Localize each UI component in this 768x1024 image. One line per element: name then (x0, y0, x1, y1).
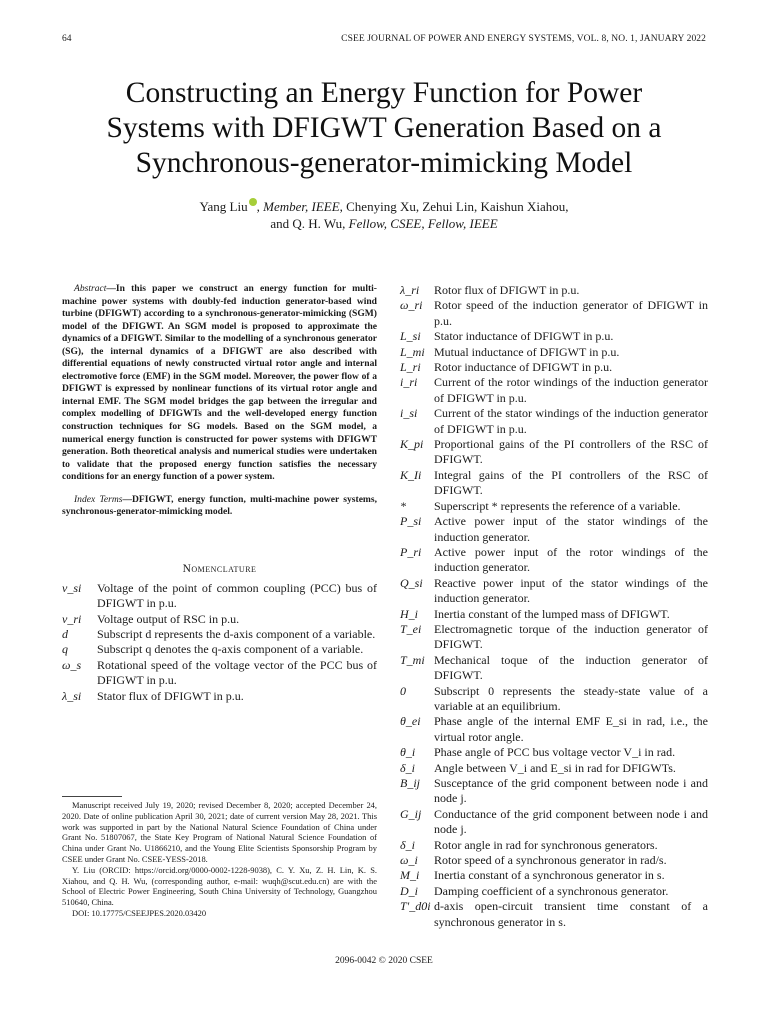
nomenclature-definition: Rotor speed of a synchronous generator in rad/s. (434, 853, 667, 868)
nomenclature-definition: Electromagnetic torque of the induction generator of DFIGWT. (434, 621, 708, 652)
nomenclature-definition: Reactive power input of the stator windings of the induction generator. (434, 575, 708, 606)
nomenclature-symbol: G_ij (400, 806, 422, 821)
nomenclature-symbol: ω_s (62, 657, 82, 672)
nomenclature-item (400, 329, 708, 344)
nomenclature-item (400, 499, 708, 514)
nomenclature-item (400, 468, 708, 499)
page-footer: 2096-0042 © 2020 CSEE (335, 956, 433, 966)
nomenclature-definition: Current of the stator windings of the induction generator of DFIGWT in p.u. (434, 406, 708, 436)
nomenclature-definition: Rotor flux of DFIGWT in p.u. (434, 283, 580, 297)
nomenclature-item (400, 714, 708, 745)
nomenclature-symbol: ω_i (400, 853, 418, 868)
title-line-2: Systems with DFIGWT Generation Based on a (106, 112, 662, 144)
nomenclature-definition: Inertia constant of a synchronous generator in s. (434, 868, 665, 883)
nomenclature-definition: Subscript d represents the d-axis component of a variable. (97, 627, 376, 642)
author-line-2 (60, 215, 708, 232)
nomenclature-symbol: 0 (400, 683, 406, 698)
title-line-1: Constructing an Energy Function for Power (125, 77, 643, 109)
nomenclature-item (400, 360, 708, 375)
nomenclature-item (400, 853, 708, 868)
orcid-icon[interactable] (249, 198, 257, 206)
nomenclature-item (400, 653, 708, 684)
nomenclature-definition: Phase angle of PCC bus voltage vector V_i in rad. (434, 745, 676, 760)
nomenclature-symbol: * (400, 498, 406, 513)
author-role-1: Member, IEEE (263, 199, 340, 214)
footnote-manuscript: Manuscript received July 19, 2020; revised December 8, 2020; accepted December 24, 2020. Date of online publication April 30, 2021; date of current version May 28, 2021. This work was supported in part by the National Natural Science Foundation of China under Grant No. 51807067, the State Key Program of National Natural Science Foundation of China under Grant No. U1866210, and the Young Elite Scientists Sponsorship Program by CSEE under Grant No. CSEE-YESS-2018. (62, 800, 377, 864)
abstract-text: —In this paper we construct an energy function for multi-machine power systems with doubly-fed induction generator-based wind turbine (DFIGWT) according to a synchronous-generator-mimicking (SGM) model of the DFIGWT. An SGM model is proposed to approximate the dynamics of a DFIGWT. Similar to the modelling of a synchronous generator (SG), the internal dynamics of a DFIGWT are also described with differential equations of newly constructed virtual rotor angle and internal electromotive force (EMF) in the SGM model. Moreover, the power flow of a DFIGWT is expressed by nonlinear functions of its virtual rotor angle and internal EMF. The SGM model bridges the gap between the irregular and complex modelling of DFIGWTs and the well-developed energy function construction techniques for SG models. Based on the SGM model, a numerical energy function is constructed for power systems with DFIGWT generation. Both theoretical analysis and numerical studies were undertaken to validate that the proposed energy function satisfies the necessary conditions for an energy function of a power system. (62, 283, 377, 483)
nomenclature-item (400, 776, 708, 807)
nomenclature-definition: Damping coefficient of a synchronous generator. (434, 883, 669, 898)
nomenclature-definition: Subscript q denotes the q-axis component of a variable. (97, 642, 364, 657)
nomenclature-definition: Rotor inductance of DFIGWT in p.u. (434, 360, 613, 375)
nomenclature-symbol: v_si (62, 580, 82, 595)
nomenclature-symbol: L_si (400, 329, 421, 344)
nomenclature-definition: Inertia constant of the lumped mass of DFIGWT. (434, 606, 670, 621)
nomenclature-symbol: λ_ri (400, 283, 420, 297)
nomenclature-symbol: θ_ei (400, 714, 421, 729)
running-header (62, 34, 706, 48)
nomenclature-item (400, 838, 708, 853)
nomenclature-symbol: K_pi (400, 437, 424, 452)
footnote-rule (62, 796, 122, 797)
nomenclature-item (400, 283, 708, 298)
nomenclature-item (400, 607, 708, 622)
nomenclature-definition: Subscript 0 represents the steady-state value of a variable at an equilibrium. (434, 683, 708, 713)
author-role-last: Fellow, CSEE, Fellow, IEEE (348, 216, 498, 231)
nomenclature-symbol: P_ri (400, 544, 422, 559)
nomenclature-item (400, 868, 708, 883)
page-number: 64 (62, 34, 72, 44)
nomenclature-symbol: i_ri (400, 375, 418, 390)
nomenclature-item (400, 807, 708, 838)
nomenclature-list-right (400, 283, 708, 930)
nomenclature-item (62, 689, 377, 704)
index-terms (62, 494, 377, 519)
nomenclature-symbol: Q_si (400, 575, 423, 590)
nomenclature-definition: Stator inductance of DFIGWT in p.u. (434, 329, 614, 344)
nomenclature-item (62, 627, 377, 642)
abstract (62, 283, 377, 484)
nomenclature-symbol: λ_si (62, 688, 82, 703)
right-column (400, 283, 708, 930)
nomenclature-definition: Integral gains of the PI controllers of the RSC of DFIGWT. (434, 467, 708, 498)
nomenclature-definition: Phase angle of the internal EMF E_si in rad, i.e., the virtual rotor angle. (434, 714, 708, 744)
footnote (62, 800, 377, 919)
left-column (62, 283, 377, 704)
nomenclature-symbol: D_i (400, 883, 418, 898)
nomenclature-item (400, 375, 708, 406)
footnote-doi: DOI: 10.17775/CSEEJPES.2020.03420 (72, 907, 207, 918)
nomenclature-definition: Superscript * represents the reference of a variable. (434, 498, 681, 513)
nomenclature-symbol: L_ri (400, 360, 421, 375)
nomenclature-item (400, 684, 708, 715)
author-names-rest: , Chenying Xu, Zehui Lin, Kaishun Xiahou, (339, 199, 569, 214)
nomenclature-definition: Active power input of the stator windings of the induction generator. (434, 514, 708, 544)
nomenclature-definition: Rotor angle in rad for synchronous generators. (434, 837, 658, 852)
nomenclature-symbol: v_ri (62, 611, 82, 626)
nomenclature-definition: d-axis open-circuit transient time constant of a synchronous generator in s. (434, 899, 708, 929)
footnote-affiliations: Y. Liu (ORCID: https://orcid.org/0000-0002-1228-9038), C. Y. Xu, Z. H. Lin, K. S. Xiahou, and Q. H. Wu, (corresponding author, e-mail: wuqh@scut.edu.cn) are with the School of Electric Power Engineering, South China University of Technology, Guangzhou 510640, China. (62, 864, 377, 908)
nomenclature-symbol: θ_i (400, 745, 416, 760)
nomenclature-definition: Proportional gains of the PI controllers of the RSC of DFIGWT. (434, 437, 708, 467)
nomenclature-item (400, 884, 708, 899)
nomenclature-item (62, 612, 377, 627)
nomenclature-item (400, 761, 708, 776)
nomenclature-item (400, 899, 708, 930)
nomenclature-definition: Stator flux of DFIGWT in p.u. (97, 688, 244, 703)
nomenclature-definition: Active power input of the rotor windings of the induction generator. (434, 544, 708, 575)
index-terms-lead: Index Terms (74, 493, 123, 505)
nomenclature-symbol: P_si (400, 514, 422, 529)
nomenclature-definition: Susceptance of the grid component between node i and node j. (434, 776, 708, 806)
author-name-last: and Q. H. Wu, (270, 216, 346, 231)
index-terms-text: —DFIGWT, energy function, multi-machine power systems, synchronous-generator-mimicking model. (62, 493, 377, 518)
author-block (60, 198, 708, 232)
nomenclature-symbol: H_i (400, 606, 418, 621)
nomenclature-symbol: ω_ri (400, 298, 423, 313)
nomenclature-symbol: δ_i (400, 837, 415, 852)
nomenclature-item (62, 581, 377, 612)
nomenclature-symbol: d (62, 627, 68, 642)
nomenclature-symbol: M_i (400, 868, 420, 883)
nomenclature-definition: Voltage of the point of common coupling (PCC) bus of DFIGWT in p.u. (97, 580, 377, 611)
nomenclature-symbol: q (62, 642, 68, 657)
nomenclature-definition: Voltage output of RSC in p.u. (97, 611, 240, 626)
nomenclature-symbol: T_ei (400, 621, 422, 636)
nomenclature-list-left (62, 581, 377, 704)
nomenclature-definition: Mutual inductance of DFIGWT in p.u. (434, 344, 620, 359)
nomenclature-item (400, 345, 708, 360)
nomenclature-definition: Mechanical toque of the induction generator of DFIGWT. (434, 652, 708, 683)
nomenclature-definition: Rotor speed of the induction generator of DFIGWT in p.u. (434, 298, 708, 328)
nomenclature-definition: Angle between V_i and E_si in rad for DFIGWTs. (434, 760, 676, 775)
nomenclature-item (400, 437, 708, 468)
abstract-lead: Abstract (74, 283, 107, 294)
nomenclature-item (400, 576, 708, 607)
journal-name: CSEE JOURNAL OF POWER AND ENERGY SYSTEMS, VOL. 8, NO. 1, JANUARY 2022 (341, 34, 706, 44)
nomenclature-item (400, 298, 708, 329)
nomenclature-item (400, 745, 708, 760)
nomenclature-item (400, 514, 708, 545)
nomenclature-item (62, 658, 377, 689)
nomenclature-definition: Conductance of the grid component between node i and node j. (434, 806, 708, 837)
nomenclature-item (400, 622, 708, 653)
nomenclature-definition: Rotational speed of the voltage vector of the PCC bus of DFIGWT in p.u. (97, 657, 377, 688)
nomenclature-symbol: T_mi (400, 652, 425, 667)
nomenclature-symbol: K_Ii (400, 467, 422, 482)
nomenclature-symbol: L_mi (400, 344, 425, 359)
title-line-3: Synchronous-generator-mimicking Model (135, 147, 633, 179)
nomenclature-symbol: i_si (400, 406, 418, 421)
nomenclature-symbol: B_ij (400, 776, 420, 790)
nomenclature-symbol: T'_d0i (400, 899, 431, 914)
nomenclature-item (400, 545, 708, 576)
nomenclature-symbol: δ_i (400, 760, 415, 775)
author-name-1: Yang Liu (199, 199, 248, 214)
paper-title (60, 76, 708, 181)
nomenclature-definition: Current of the rotor windings of the induction generator of DFIGWT in p.u. (434, 375, 708, 405)
author-line-1: Yang Liu , Member, IEEE, Chenying Xu, Zehui Lin, Kaishun Xiahou, (199, 199, 569, 214)
nomenclature-item (400, 406, 708, 437)
nomenclature-item (62, 642, 377, 657)
nomenclature-heading: Nomenclature (182, 562, 257, 575)
